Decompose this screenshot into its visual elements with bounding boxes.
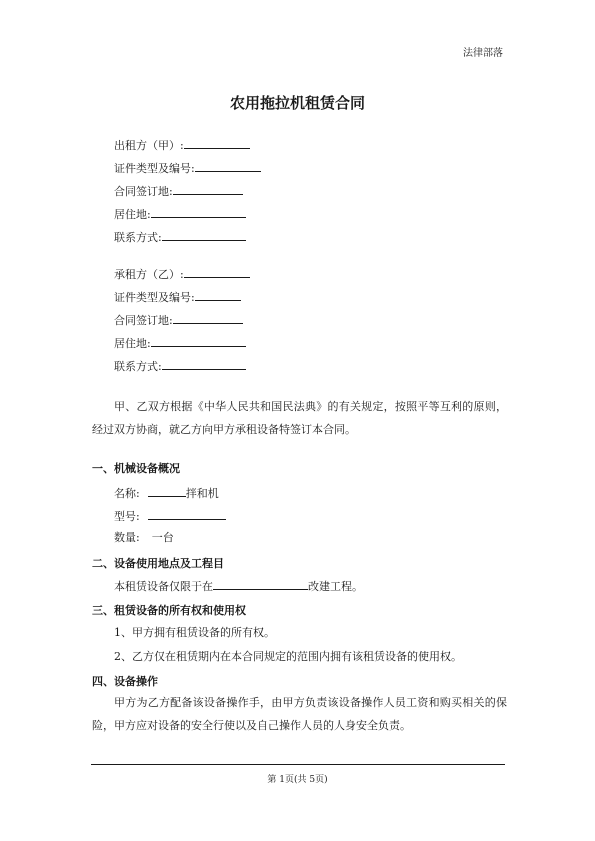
lessor-place-label: 合同签订地:: [114, 185, 173, 198]
section3-heading: 三、租赁设备的所有权和使用权: [92, 604, 246, 617]
lessor-address-row: [114, 206, 246, 222]
lessor-address-blank[interactable]: [151, 206, 246, 218]
lessor-address-label: 居住地:: [114, 208, 151, 221]
lessee-contact-label: 联系方式:: [114, 360, 162, 373]
lessor-id-row: [114, 160, 261, 176]
equipment-model-blank[interactable]: [148, 508, 226, 520]
location-blank[interactable]: [213, 578, 308, 590]
lessee-place-row: [114, 312, 243, 328]
lessee-id-blank[interactable]: [195, 289, 241, 301]
lessor-party-blank[interactable]: [184, 137, 250, 149]
equipment-model-label: 型号:: [114, 510, 140, 523]
lessee-address-row: [114, 335, 246, 351]
lessor-contact-row: [114, 229, 246, 245]
section4-heading: 四、设备操作: [92, 675, 158, 688]
equipment-name-value: 拌和机: [185, 487, 219, 500]
equipment-name-row: [114, 485, 219, 501]
lessee-id-row: [114, 289, 241, 305]
lessee-place-blank[interactable]: [173, 312, 243, 324]
section2-heading: 二、设备使用地点及工程目: [92, 557, 224, 570]
section1-heading: 一、机械设备概况: [92, 462, 180, 475]
equipment-qty-row: [114, 531, 174, 545]
lessor-place-row: [114, 183, 243, 199]
location-text-before: 本租赁设备仅限于在: [114, 580, 213, 593]
equipment-qty-label: 数量:: [114, 531, 140, 544]
lessee-id-label: 证件类型及编号:: [114, 291, 195, 304]
ownership-item-2: 2、乙方仅在租赁期内在本合同规定的范围内拥有该租赁设备的使用权。: [114, 650, 462, 663]
equipment-name-label: 名称:: [114, 487, 140, 500]
lessee-address-blank[interactable]: [151, 335, 246, 347]
equipment-model-row: [114, 508, 226, 524]
page-header: 法律部落: [463, 48, 503, 59]
document-title: 农用拖拉机租赁合同: [229, 94, 365, 112]
operation-paragraph: 甲方为乙方配备该设备操作手，由甲方负责该设备操作人员工资和购买相关的保险，甲方应对设备的安全行使以及自己操作人员的人身安全负责。: [92, 696, 507, 732]
lessee-party-label: 承租方（乙）:: [114, 268, 184, 281]
equipment-name-blank[interactable]: [148, 485, 186, 497]
lessee-address-label: 居住地:: [114, 337, 151, 350]
location-text-after: 改建工程。: [308, 580, 363, 593]
lessor-place-blank[interactable]: [173, 183, 243, 195]
lessee-contact-blank[interactable]: [162, 358, 246, 370]
lessor-contact-label: 联系方式:: [114, 231, 162, 244]
lessor-contact-blank[interactable]: [162, 229, 246, 241]
location-row: [114, 578, 363, 594]
intro-paragraph: 甲、乙双方根据《中华人民共和国民法典》的有关规定，按照平等互利的原则，经过双方协商，就乙方向甲方承租设备特签订本合同。: [92, 400, 507, 436]
footer-rule: [91, 764, 505, 765]
page-number: 第 1页(共 5页): [267, 775, 328, 785]
lessor-id-blank[interactable]: [195, 160, 261, 172]
ownership-item-1: 1、甲方拥有租赁设备的所有权。: [114, 626, 275, 639]
lessor-party-row: [114, 137, 250, 153]
lessee-contact-row: [114, 358, 246, 374]
lessee-party-row: [114, 266, 250, 282]
lessor-id-label: 证件类型及编号:: [114, 162, 195, 175]
equipment-qty-value: 一台: [151, 531, 174, 544]
lessee-party-blank[interactable]: [184, 266, 250, 278]
lessor-party-label: 出租方（甲）:: [114, 139, 184, 152]
lessee-place-label: 合同签订地:: [114, 314, 173, 327]
